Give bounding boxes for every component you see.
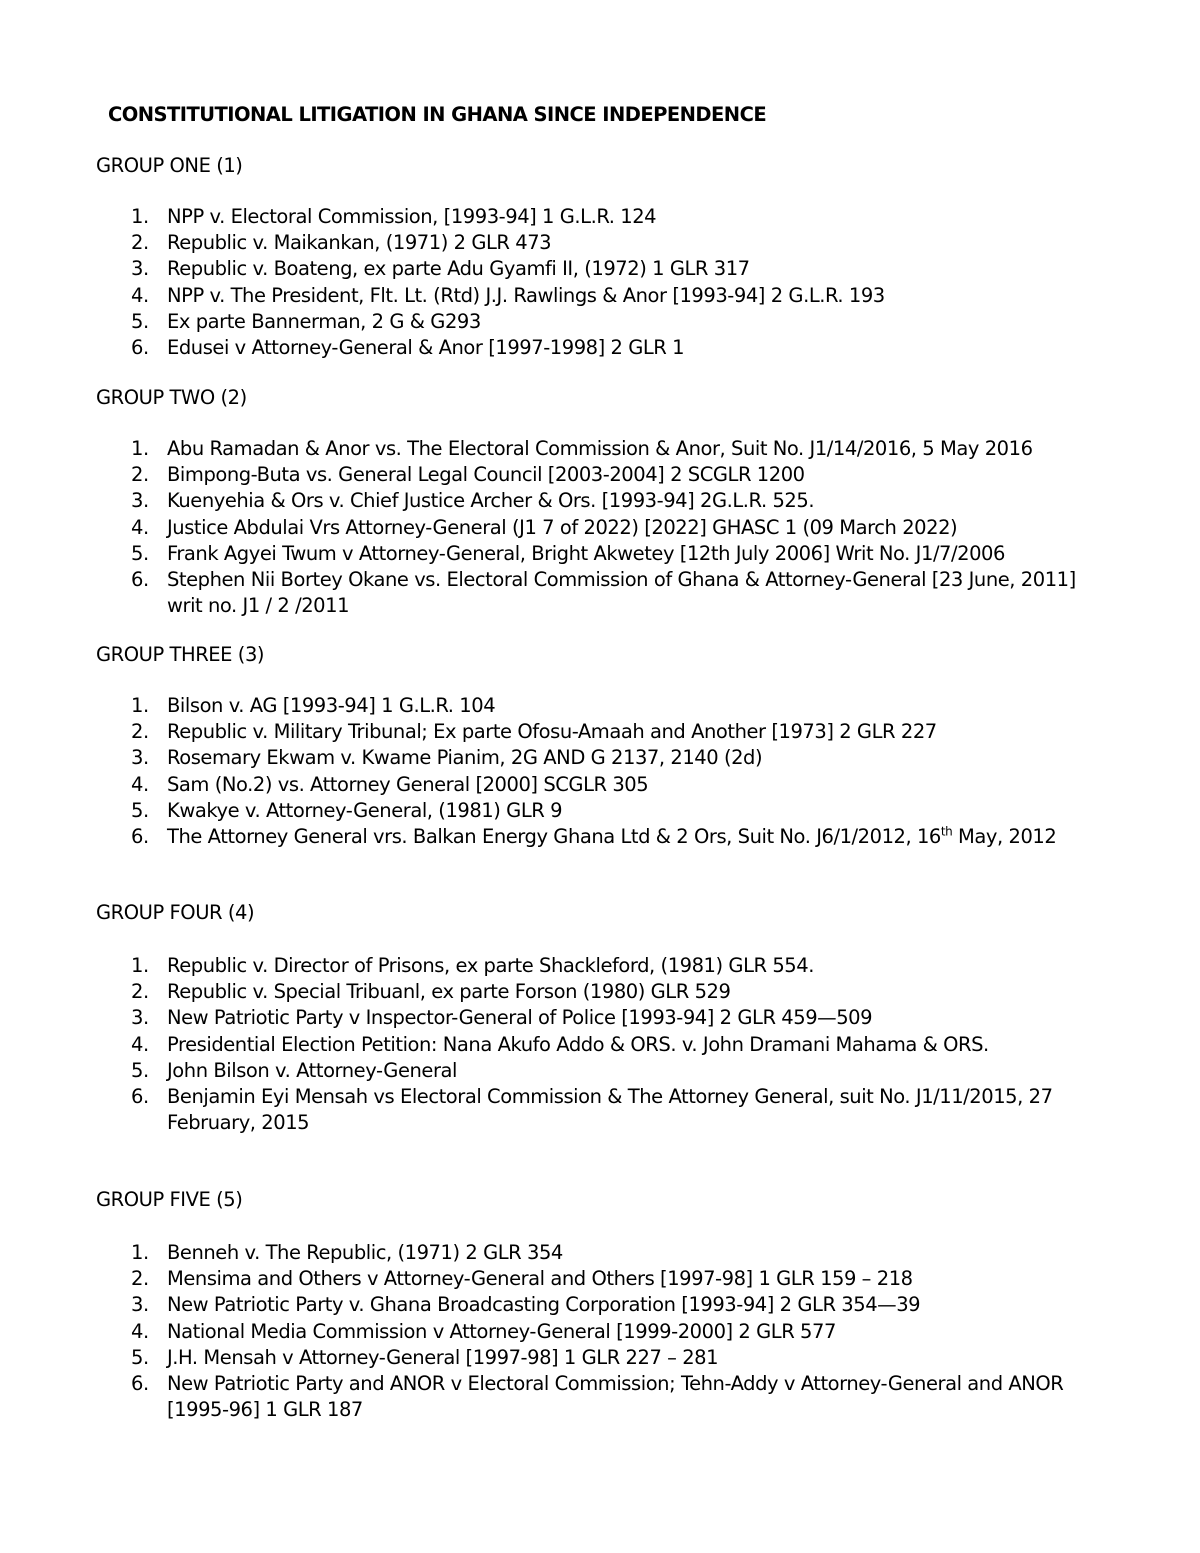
item-number: 3.: [131, 1293, 149, 1317]
item-number: 3.: [131, 1006, 149, 1030]
case-citation: John Bilson v. Attorney-General: [167, 1058, 457, 1082]
group-heading: GROUP ONE (1): [96, 154, 243, 177]
case-citation: Frank Agyei Twum v Attorney-General, Bright Akwetey [12th July 2006] Writ No. J1/7/2006: [167, 541, 1005, 565]
case-citation: Republic v. Boateng, ex parte Adu Gyamfi II, (1972) 1 GLR 317: [167, 257, 750, 281]
item-number: 4.: [131, 772, 149, 796]
item-number: 6.: [131, 1084, 149, 1108]
item-number: 1.: [131, 694, 149, 717]
item-number: 5.: [131, 798, 149, 822]
group-heading: GROUP THREE (3): [96, 643, 265, 666]
group-heading: GROUP TWO (2): [96, 386, 247, 409]
item-number: 6.: [131, 824, 149, 848]
item-number: 1.: [131, 954, 149, 977]
ordinal-suffix: th: [940, 824, 953, 839]
case-citation: National Media Commission v Attorney-General [1999-2000] 2 GLR 577: [167, 1319, 836, 1343]
item-number: 4.: [131, 1032, 149, 1056]
item-number: 1.: [131, 205, 149, 228]
case-citation: Benneh v. The Republic, (1971) 2 GLR 354: [167, 1241, 563, 1264]
case-citation: New Patriotic Party and ANOR v Electoral Commission; Tehn-Addy v Attorney-General and ANOR [1995-96] 1 GLR 187: [167, 1371, 1064, 1422]
case-citation: Bilson v. AG [1993-94] 1 G.L.R. 104: [167, 694, 496, 717]
case-citation: Ex parte Bannerman, 2 G & G293: [167, 309, 481, 333]
case-citation: NPP v. Electoral Commission, [1993-94] 1 G.L.R. 124: [167, 205, 657, 228]
case-citation-part: The Attorney General vrs. Balkan Energy Ghana Ltd & 2 Ors, Suit No. J6/1/2012, 16: [167, 824, 941, 848]
item-number: 4.: [131, 515, 149, 539]
item-number: 5.: [131, 541, 149, 565]
group-heading: GROUP FIVE (5): [96, 1188, 243, 1211]
item-number: 2.: [131, 720, 149, 744]
item-number: 5.: [131, 1058, 149, 1082]
case-citation: Rosemary Ekwam v. Kwame Pianim, 2G AND G 2137, 2140 (2d): [167, 746, 763, 770]
case-citation: Republic v. Special Tribuanl, ex parte Forson (1980) GLR 529: [167, 980, 731, 1004]
item-number: 6.: [131, 567, 149, 591]
case-citation: Mensima and Others v Attorney-General and Others [1997-98] 1 GLR 159 – 218: [167, 1267, 913, 1291]
case-citation: Republic v. Director of Prisons, ex parte Shackleford, (1981) GLR 554.: [167, 954, 814, 977]
item-number: 3.: [131, 746, 149, 770]
case-citation: Stephen Nii Bortey Okane vs. Electoral Commission of Ghana & Attorney-General [23 June, 2011] writ no. J1 / 2 /2011: [167, 567, 1076, 618]
item-number: 5.: [131, 309, 149, 333]
case-citation: Sam (No.2) vs. Attorney General [2000] SCGLR 305: [167, 772, 649, 796]
case-citation: Bimpong-Buta vs. General Legal Council [2003-2004] 2 SCGLR 1200: [167, 463, 805, 487]
case-citation-part: May, 2012: [952, 824, 1057, 848]
group-heading: GROUP FOUR (4): [96, 901, 255, 924]
case-citation: Edusei v Attorney-General & Anor [1997-1998] 2 GLR 1: [167, 335, 685, 359]
item-number: 6.: [131, 335, 149, 359]
item-number: 1.: [131, 1241, 149, 1264]
case-citation: Kuenyehia & Ors v. Chief Justice Archer & Ors. [1993-94] 2G.L.R. 525.: [167, 489, 815, 513]
item-number: 3.: [131, 489, 149, 513]
case-citation: NPP v. The President, Flt. Lt. (Rtd) J.J. Rawlings & Anor [1993-94] 2 G.L.R. 193: [167, 283, 885, 307]
case-citation: New Patriotic Party v Inspector-General of Police [1993-94] 2 GLR 459—509: [167, 1006, 873, 1030]
item-number: 1.: [131, 437, 149, 460]
case-citation: Presidential Election Petition: Nana Akufo Addo & ORS. v. John Dramani Mahama & ORS.: [167, 1032, 989, 1056]
case-citation: Kwakye v. Attorney-General, (1981) GLR 9: [167, 798, 563, 822]
document-title: CONSTITUTIONAL LITIGATION IN GHANA SINCE INDEPENDENCE: [108, 103, 767, 126]
item-number: 2.: [131, 463, 149, 487]
case-citation: Justice Abdulai Vrs Attorney-General (J1 7 of 2022) [2022] GHASC 1 (09 March 2022): [167, 515, 958, 539]
case-citation: New Patriotic Party v. Ghana Broadcasting Corporation [1993-94] 2 GLR 354—39: [167, 1293, 921, 1317]
item-number: 3.: [131, 257, 149, 281]
case-citation: Republic v. Maikankan, (1971) 2 GLR 473: [167, 231, 552, 255]
item-number: 2.: [131, 231, 149, 255]
item-number: 2.: [131, 1267, 149, 1291]
case-citation: Abu Ramadan & Anor vs. The Electoral Commission & Anor, Suit No. J1/14/2016, 5 May 2016: [167, 437, 1033, 460]
case-citation: Benjamin Eyi Mensah vs Electoral Commission & The Attorney General, suit No. J1/11/2015, 27 February, 2015: [167, 1084, 1053, 1135]
item-number: 5.: [131, 1345, 149, 1369]
item-number: 4.: [131, 283, 149, 307]
item-number: 6.: [131, 1371, 149, 1395]
item-number: 4.: [131, 1319, 149, 1343]
case-citation: J.H. Mensah v Attorney-General [1997-98] 1 GLR 227 – 281: [167, 1345, 719, 1369]
item-number: 2.: [131, 980, 149, 1004]
case-citation: [167, 824, 1077, 850]
case-citation: Republic v. Military Tribunal; Ex parte Ofosu-Amaah and Another [1973] 2 GLR 227: [167, 720, 937, 744]
